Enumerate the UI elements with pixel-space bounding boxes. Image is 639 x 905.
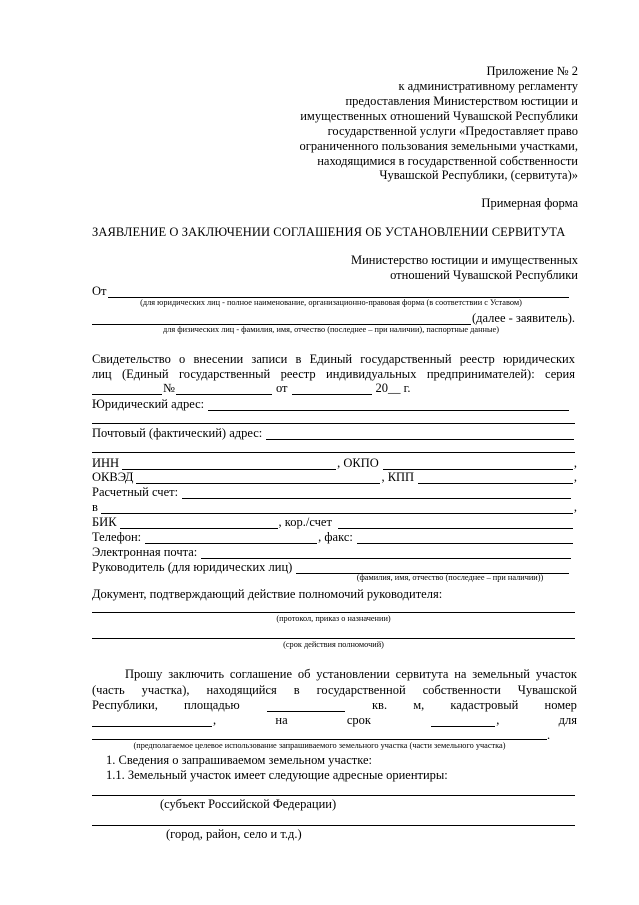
postal-address-line-2[interactable] — [92, 452, 575, 453]
request-purpose-hint: (предполагаемое целевое использование запрашиваемого земельного участка (части земельного участка) — [133, 741, 506, 750]
appendix-line-1: Приложение № 2 — [486, 64, 578, 78]
subject-field[interactable] — [92, 795, 575, 796]
bank-comma: , — [573, 500, 577, 514]
section-1-heading: 1. Сведения о запрашиваемом земельном участке: — [106, 753, 372, 767]
fax-label: , факс: — [318, 530, 353, 544]
section-1-1-heading: 1.1. Земельный участок имеет следующие адресные ориентиры: — [106, 768, 448, 782]
okpo-field[interactable] — [383, 458, 573, 470]
inn-okpo-row — [92, 456, 577, 470]
request-comma-2: , — [496, 713, 500, 727]
request-comma-1: , — [213, 713, 217, 727]
request-line-1: Прошу заключить соглашение об установлении сервитута на земельный участок — [125, 667, 577, 681]
email-field[interactable] — [201, 547, 571, 559]
inn-field[interactable] — [122, 458, 336, 470]
certificate-from-label: от — [275, 381, 288, 395]
email-row — [92, 545, 572, 559]
appendix-line-6: ограниченного пользования земельными участками, — [299, 139, 578, 153]
postal-address-label: Почтовый (фактический) адрес: — [92, 426, 263, 440]
subject-hint: (субъект Российской Федерации) — [160, 797, 337, 811]
request-line-3 — [92, 698, 577, 712]
postal-address-row — [92, 426, 575, 440]
phone-field[interactable] — [145, 532, 317, 544]
kpp-label: , КПП — [381, 470, 415, 484]
city-field[interactable] — [92, 825, 575, 826]
account-label: Расчетный счет: — [92, 485, 179, 499]
corr-field[interactable] — [338, 517, 573, 529]
appendix-line-3: предоставления Министерством юстиции и — [345, 94, 578, 108]
applicant-second-row — [92, 311, 575, 325]
legal-address-row — [92, 397, 570, 411]
request-area-field[interactable] — [267, 700, 345, 712]
okved-label: ОКВЭД — [92, 470, 134, 484]
account-field[interactable] — [182, 487, 571, 499]
authority-doc-label: Документ, подтверждающий действие полномочий руководителя: — [92, 587, 443, 601]
certificate-year-label: 20__ г. — [375, 381, 411, 395]
request-m: м, — [413, 698, 425, 712]
bank-row — [92, 500, 577, 514]
applicant-name-field[interactable] — [108, 286, 570, 298]
head-hint: (фамилия, имя, отчество (последнее – при наличии)) — [356, 573, 544, 582]
document-title: ЗАЯВЛЕНИЕ О ЗАКЛЮЧЕНИИ СОГЛАШЕНИЯ ОБ УСТАНОВЛЕНИИ СЕРВИТУТА — [92, 225, 566, 239]
bank-in-label: в — [92, 500, 98, 514]
applicant-name-field-2[interactable] — [92, 313, 471, 325]
head-label: Руководитель (для юридических лиц) — [92, 560, 293, 574]
kpp-comma: , — [573, 470, 577, 484]
appendix-line-5: государственной услуги «Предоставляет право — [327, 124, 578, 138]
email-label: Электронная почта: — [92, 545, 198, 559]
head-row — [92, 560, 570, 574]
authority-doc-hint: (протокол, приказ о назначении) — [276, 614, 391, 623]
legal-address-field[interactable] — [208, 399, 569, 411]
certificate-series-field[interactable] — [92, 383, 162, 395]
request-area-label: площадью — [183, 698, 240, 712]
appendix-line-4: имущественных отношений Чувашской Республики — [300, 109, 578, 123]
applicant-physical-hint: для физических лиц - фамилия, имя, отчество (последнее – при наличии), паспортные данные) — [163, 325, 499, 334]
request-on-label: на — [275, 713, 288, 727]
appendix-line-2: к административному регламенту — [398, 79, 578, 93]
corr-label: , кор./счет — [278, 515, 332, 529]
certificate-number-row — [92, 381, 412, 395]
certificate-date-field[interactable] — [292, 383, 372, 395]
inn-label: ИНН — [92, 456, 120, 470]
certificate-no-label: № — [163, 381, 175, 395]
request-purpose-field[interactable] — [92, 739, 547, 740]
applicant-legal-hint: (для юридических лиц - полное наименование, организационно-правовая форма (в соответствии с Уставом) — [140, 298, 522, 307]
bik-field[interactable] — [120, 517, 278, 529]
addressee-line-2: отношений Чувашской Республики — [390, 268, 578, 282]
city-hint: (город, район, село и т.д.) — [166, 827, 302, 841]
certificate-line-2: лиц (Единый государственный реестр индивидуальных предпринимателей): серия — [92, 367, 575, 381]
kpp-field[interactable] — [418, 472, 573, 484]
request-term-label: срок — [346, 713, 371, 727]
request-term-field[interactable] — [431, 715, 495, 727]
appendix-line-8: Чувашской Республики, (сервитута)» — [379, 168, 578, 182]
authority-doc-field[interactable] — [92, 612, 575, 613]
fax-field[interactable] — [357, 532, 573, 544]
addressee-line-1: Министерство юстиции и имущественных — [351, 253, 578, 267]
request-republic: Республики, — [92, 698, 158, 712]
certificate-line-1: Свидетельство о внесении записи в Единый государственный реестр юридических — [92, 352, 575, 366]
request-for-label: для — [558, 713, 577, 727]
okpo-label: , ОКПО — [337, 456, 379, 470]
applicant-from-label: От — [92, 284, 107, 298]
bank-field[interactable] — [101, 502, 573, 514]
applicant-suffix: (далее - заявитель). — [472, 311, 575, 325]
authority-term-field[interactable] — [92, 638, 575, 639]
form-note: Примерная форма — [481, 196, 578, 210]
phone-row — [92, 530, 574, 544]
okpo-comma: , — [573, 456, 577, 470]
request-kv: кв. — [371, 698, 388, 712]
okved-field[interactable] — [136, 472, 380, 484]
legal-address-label: Юридический адрес: — [92, 397, 205, 411]
applicant-from-row — [92, 284, 570, 298]
certificate-number-field[interactable] — [176, 383, 272, 395]
request-cadastral-label: кадастровый — [450, 698, 519, 712]
request-number-label: номер — [544, 698, 577, 712]
request-purpose-dot: . — [547, 728, 551, 742]
bik-row — [92, 515, 574, 529]
request-line-4 — [92, 713, 577, 727]
request-cadastral-field[interactable] — [92, 715, 212, 727]
phone-label: Телефон: — [92, 530, 142, 544]
request-line-2: (часть участка), находящийся в государственной собственности Чувашской — [92, 683, 577, 697]
account-row — [92, 485, 572, 499]
authority-term-hint: (срок действия полномочий) — [283, 640, 384, 649]
bik-label: БИК — [92, 515, 117, 529]
okved-kpp-row — [92, 470, 577, 484]
appendix-line-7: находящимися в государственной собственности — [317, 154, 578, 168]
legal-address-line-2[interactable] — [92, 423, 575, 424]
postal-address-field[interactable] — [266, 428, 574, 440]
